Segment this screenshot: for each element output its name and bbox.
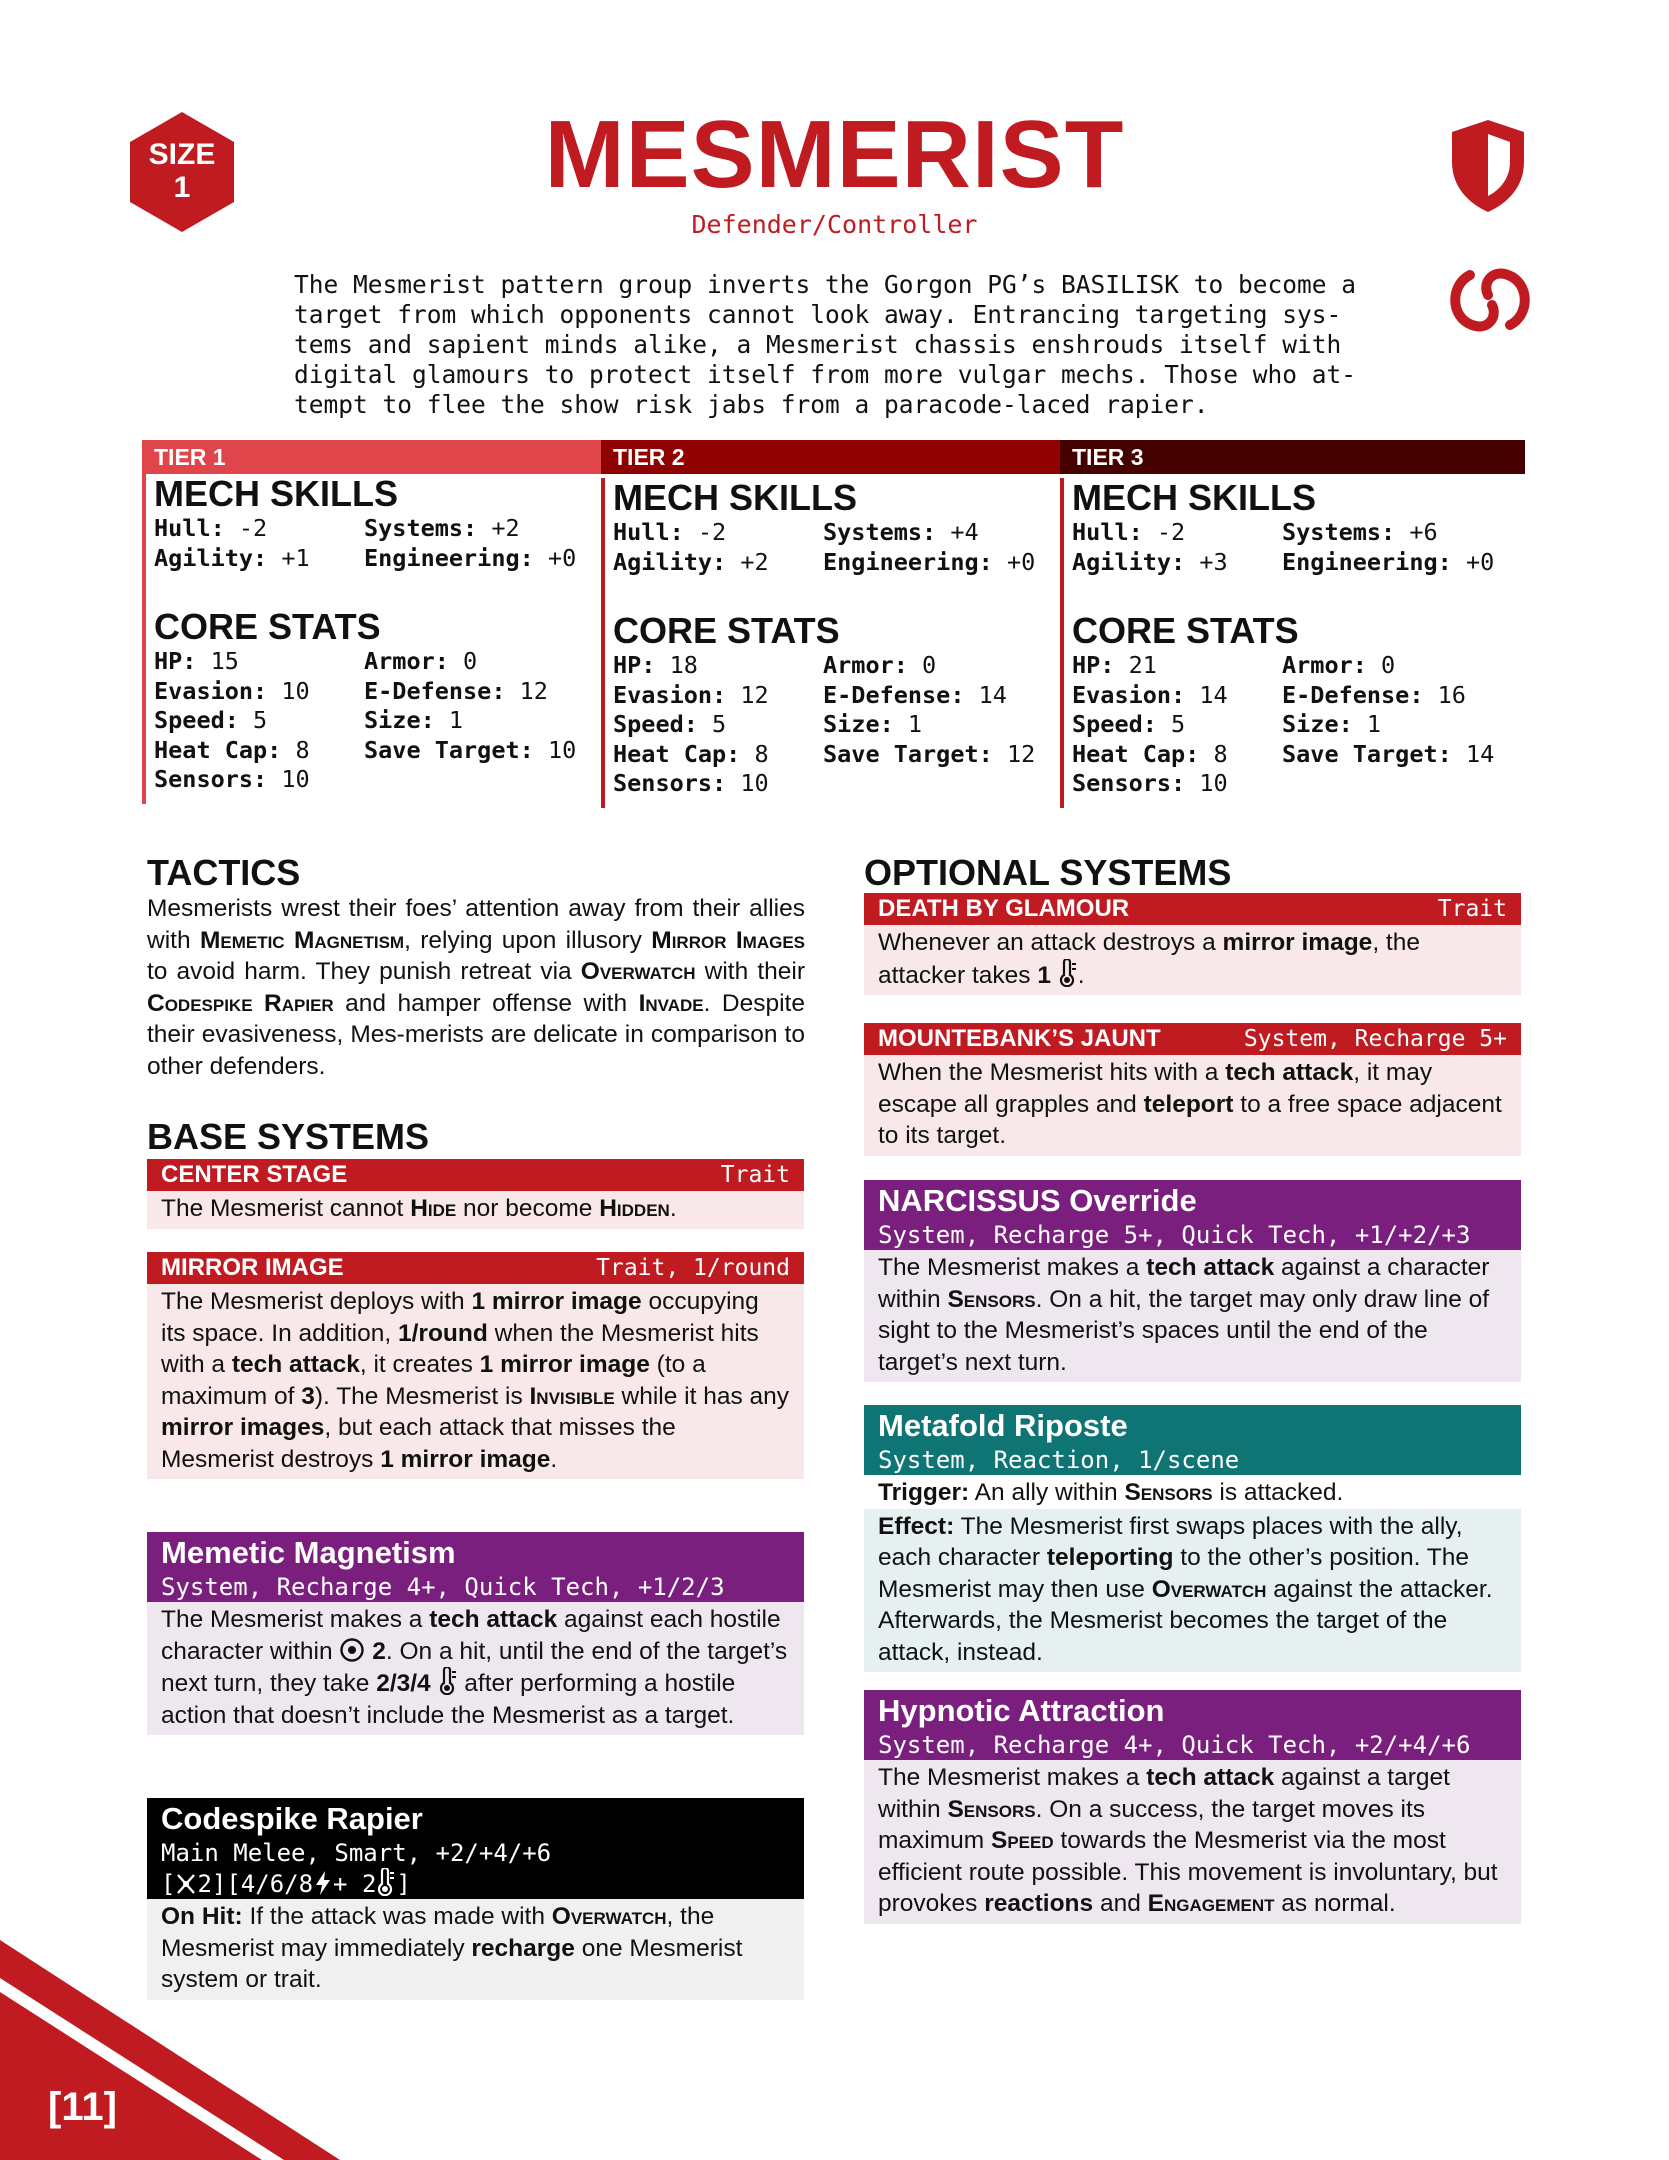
intro-line: The Mesmerist pattern group inverts the Gorgon PG’s BASILISK to become a [294, 270, 1357, 299]
save-stat: Save Target: 14 [1282, 739, 1495, 768]
mountebanks-jaunt-body: When the Mesmerist hits with a tech attack, it may escape all grapples and teleport to a free space adjacent to its target. [864, 1055, 1521, 1156]
agility-stat: Agility: +2 [613, 547, 769, 576]
hp-stat: HP: 18 [613, 651, 698, 679]
riposte-effect: Effect: The Mesmerist first swaps places with the ally, each character teleporting to the other’s position. The Mesmerist may then use Overwatch against the attacker. Afterwards, the Mesmerist becomes the target of the attack, instead. [864, 1509, 1521, 1673]
core-stats-title: CORE STATS [1072, 610, 1299, 651]
center-stage-body: The Mesmerist cannot Hide nor become Hidden. [147, 1191, 804, 1229]
memetic-magnetism-header: Memetic Magnetism System, Recharge 4+, Quick Tech, +1/2/3 [147, 1532, 804, 1602]
sensors-stat: Sensors: 10 [613, 769, 769, 797]
systems-stat: Systems: +4 [823, 518, 979, 546]
mech-skills [1072, 518, 1515, 577]
heat-icon [376, 1868, 396, 1896]
speed-stat: Speed: 5 [154, 706, 268, 734]
codespike-rapier-body: On Hit: If the attack was made with Overwatch, the Mesmerist may immediately recharge one Mesmerist system or trait. [147, 1899, 804, 2000]
page-number: [11] [48, 2085, 117, 2129]
edef-stat: E-Defense: 12 [364, 676, 548, 705]
narcissus-override-body: The Mesmerist makes a tech attack against a character within Sensors. On a hit, the target may only draw line of sight to the Mesmerist’s spaces until the end of the target’s next turn. [864, 1250, 1521, 1382]
engineering-stat: Engineering: +0 [823, 547, 1036, 576]
codespike-rapier-header: Codespike Rapier Main Melee, Smart, +2/+4/+6 [ 2][4/6/8 + 2 ] [147, 1798, 804, 1899]
armor-stat: Armor: 0 [823, 651, 937, 679]
intro-line: tempt to flee the show risk jabs from a paracode-laced rapier. [294, 390, 1209, 419]
tactics-text: Mesmerists wrest their foes’ attention away from their allies with Memetic Magnetism, relying upon illusory Mirror Images to avoid harm. They punish retreat via Overwatch with their Codespike Rapier and hamper offense with Invade. Despite their evasiveness, Mes-merists are delicate in comparison to other defenders. [147, 895, 806, 1080]
agility-stat: Agility: +3 [1072, 547, 1228, 576]
tier-1-header: TIER 1 [142, 440, 601, 474]
mirror-image-header: MIRROR IMAGE Trait, 1/round [147, 1252, 804, 1284]
size-label: SIZE [148, 138, 216, 171]
hypnotic-attraction-card [864, 1690, 1521, 1924]
heat-icon [1058, 959, 1078, 987]
center-stage-header: CENTER STAGE Trait [147, 1159, 804, 1191]
speed-stat: Speed: 5 [613, 710, 727, 738]
speed-stat: Speed: 5 [1072, 710, 1186, 738]
edef-stat: E-Defense: 16 [1282, 680, 1466, 709]
center-stage-card [147, 1159, 804, 1229]
mech-skills-title: MECH SKILLS [613, 477, 858, 518]
core-stats [1072, 651, 1515, 799]
page-subtitle: Defender/Controller [691, 210, 978, 239]
heat-stat: Heat Cap: 8 [1072, 739, 1228, 768]
size-value: 1 [173, 171, 191, 204]
mech-skills-title: MECH SKILLS [154, 473, 399, 514]
threat-icon [175, 1872, 197, 1896]
hypnotic-attraction-body: The Mesmerist makes a tech attack against a target within Sensors. On a success, the target moves its maximum Speed towards the Mesmerist via the most efficient route possible. This movement is involuntary, but provokes reactions and Engagement as normal. [864, 1760, 1521, 1924]
mech-skills [154, 514, 597, 573]
mirror-image-body: The Mesmerist deploys with 1 mirror image occupying its space. In addition, 1/round when the Mesmerist hits with a tech attack, it creates 1 mirror image (to a maximum of 3). The Mesmerist is Invisible while it has any mirror images, but each attack that misses the Mesmerist destroys 1 mirror image. [147, 1284, 804, 1479]
burst-icon [339, 1637, 365, 1663]
armor-stat: Armor: 0 [1282, 651, 1396, 679]
size-stat: Size: 1 [823, 710, 923, 738]
core-stats-title: CORE STATS [154, 606, 381, 647]
intro-text [294, 270, 1414, 420]
sensors-stat: Sensors: 10 [1072, 769, 1228, 797]
save-stat: Save Target: 12 [823, 739, 1036, 768]
heat-stat: Heat Cap: 8 [154, 735, 310, 764]
narcissus-override-header: NARCISSUS Override System, Recharge 5+, Quick Tech, +1/+2/+3 [864, 1180, 1521, 1250]
mech-skills-title: MECH SKILLS [1072, 477, 1317, 518]
tier-3-column [1060, 478, 1515, 808]
evasion-stat: Evasion: 12 [613, 680, 769, 709]
evasion-stat: Evasion: 14 [1072, 680, 1228, 709]
hull-stat: Hull: -2 [613, 518, 727, 546]
base-systems-title: BASE SYSTEMS [147, 1116, 430, 1157]
hypnotic-attraction-header: Hypnotic Attraction System, Recharge 4+, Quick Tech, +2/+4/+6 [864, 1690, 1521, 1760]
optional-systems-title: OPTIONAL SYSTEMS [864, 852, 1232, 893]
mountebanks-jaunt-card [864, 1023, 1521, 1156]
agility-stat: Agility: +1 [154, 543, 310, 572]
hull-stat: Hull: -2 [1072, 518, 1186, 546]
tier-2-header: TIER 2 [601, 440, 1060, 474]
mountebanks-jaunt-header: MOUNTEBANK’S JAUNT System, Recharge 5+ [864, 1023, 1521, 1055]
death-by-glamour-card [864, 893, 1521, 995]
hull-stat: Hull: -2 [154, 514, 268, 542]
tier-3-header: TIER 3 [1060, 440, 1525, 474]
core-stats [613, 651, 1056, 799]
evasion-stat: Evasion: 10 [154, 676, 310, 705]
page-title: MESMERIST [544, 101, 1125, 208]
rapier-profile: [ 2][4/6/8 + 2 ] [161, 1870, 411, 1898]
armor-stat: Armor: 0 [364, 647, 478, 675]
death-by-glamour-header: DEATH BY GLAMOUR Trait [864, 893, 1521, 925]
engineering-stat: Engineering: +0 [364, 543, 577, 572]
size-stat: Size: 1 [1282, 710, 1382, 738]
memetic-magnetism-card [147, 1532, 804, 1735]
sensors-stat: Sensors: 10 [154, 765, 310, 793]
core-stats [154, 647, 597, 795]
riposte-trigger: Trigger: An ally within Sensors is attacked. [864, 1475, 1521, 1509]
tier-2-column [601, 478, 1056, 808]
narcissus-override-card [864, 1180, 1521, 1382]
intro-line: digital glamours to protect itself from more vulgar mechs. Those who at- [294, 360, 1357, 389]
hp-stat: HP: 21 [1072, 651, 1157, 679]
edef-stat: E-Defense: 14 [823, 680, 1007, 709]
mirror-image-card [147, 1252, 804, 1479]
save-stat: Save Target: 10 [364, 735, 577, 764]
intro-line: target from which opponents cannot look away. Entrancing targeting sys- [294, 300, 1342, 329]
spiral-icon [1440, 255, 1540, 345]
tactics-title: TACTICS [147, 852, 301, 893]
tier-1-column [142, 474, 597, 804]
core-stats-title: CORE STATS [613, 610, 840, 651]
metafold-riposte-header: Metafold Riposte System, Reaction, 1/scene [864, 1405, 1521, 1475]
death-by-glamour-body: Whenever an attack destroys a mirror image, the attacker takes 1 . [864, 925, 1521, 995]
energy-damage-icon [313, 1870, 333, 1896]
memetic-magnetism-body: The Mesmerist makes a tech attack against each hostile character within 2. On a hit, until the end of the target’s next turn, they take 2/3/4 after performing a hostile action that doesn’t include the Mesmerist as a target. [147, 1602, 804, 1735]
heat-stat: Heat Cap: 8 [613, 739, 769, 768]
hp-stat: HP: 15 [154, 647, 239, 675]
systems-stat: Systems: +2 [364, 514, 520, 542]
systems-stat: Systems: +6 [1282, 518, 1438, 546]
mech-skills [613, 518, 1056, 577]
intro-line: tems and sapient minds alike, a Mesmerist chassis enshrouds itself with [294, 330, 1342, 359]
engineering-stat: Engineering: +0 [1282, 547, 1495, 576]
metafold-riposte-card [864, 1405, 1521, 1672]
heat-icon [438, 1667, 458, 1695]
size-stat: Size: 1 [364, 706, 464, 734]
shield-icon [1450, 118, 1526, 214]
